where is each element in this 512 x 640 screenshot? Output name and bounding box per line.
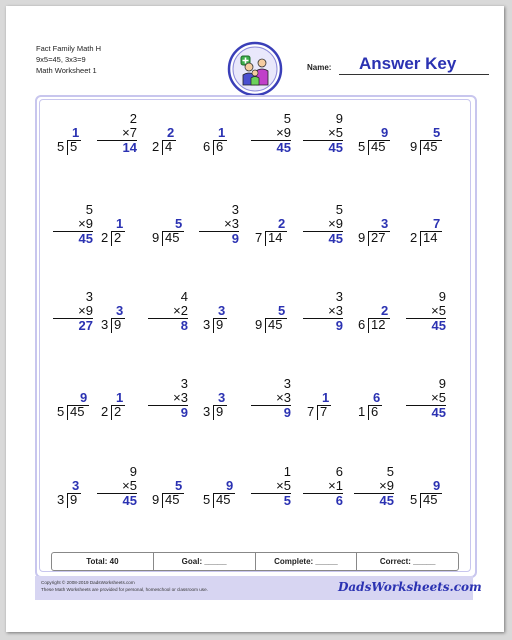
multiplication-problem <box>303 203 343 246</box>
factor-bottom: ×5 <box>122 478 137 493</box>
quotient-answer: 3 <box>72 478 80 493</box>
quotient-answer: 1 <box>322 390 330 405</box>
divisor: 9 <box>152 230 160 245</box>
product-answer: 45 <box>303 231 343 246</box>
divisor: 9 <box>152 492 160 507</box>
multiplication-problem <box>251 465 291 508</box>
divisor: 3 <box>57 492 65 507</box>
multiplication-problem <box>406 377 446 420</box>
quotient-answer: 1 <box>218 125 226 140</box>
factor-bottom: ×9 <box>276 125 291 140</box>
factor-top: 1 <box>283 464 291 479</box>
divisor: 3 <box>101 317 109 332</box>
divisor: 7 <box>307 404 315 419</box>
factor-top: 5 <box>85 202 93 217</box>
quotient-answer: 5 <box>175 216 183 231</box>
divisor: 2 <box>152 139 160 154</box>
quotient-answer: 1 <box>72 125 80 140</box>
multiplication-problem <box>199 203 239 246</box>
dividend: 45 <box>216 492 231 507</box>
product-answer: 27 <box>53 318 93 333</box>
dividend: 45 <box>371 139 386 154</box>
quotient-answer: 3 <box>218 303 226 318</box>
name-label: Name: <box>307 63 332 72</box>
dividend: 14 <box>423 230 438 245</box>
factor-bottom: ×9 <box>78 216 93 231</box>
factor-top: 9 <box>335 111 343 126</box>
multiplication-problem <box>406 290 446 333</box>
goal-cell[interactable]: Goal: _____ <box>153 553 255 570</box>
answer-key-title: Answer Key <box>359 54 457 73</box>
quotient-answer: 9 <box>381 125 389 140</box>
multiplication-problem <box>53 290 93 333</box>
divisor: 7 <box>255 230 263 245</box>
dividend: 45 <box>165 230 180 245</box>
factor-bottom: ×9 <box>379 478 394 493</box>
divisor: 5 <box>410 492 418 507</box>
dividend: 45 <box>423 492 438 507</box>
quotient-answer: 2 <box>278 216 286 231</box>
dividend: 12 <box>371 317 386 332</box>
factor-top: 4 <box>180 289 188 304</box>
factor-top: 3 <box>283 376 291 391</box>
divisor: 6 <box>358 317 366 332</box>
factor-bottom: ×7 <box>122 125 137 140</box>
divisor: 9 <box>358 230 366 245</box>
factor-top: 6 <box>335 464 343 479</box>
factor-top: 9 <box>438 289 446 304</box>
multiplication-problem <box>148 290 188 333</box>
factor-bottom: ×2 <box>173 303 188 318</box>
quotient-answer: 9 <box>433 478 441 493</box>
dividend: 27 <box>371 230 386 245</box>
copyright-line: Copyright © 2008-2019 DadsWorksheets.com <box>41 580 135 585</box>
multiplication-problem <box>148 377 188 420</box>
factor-bottom: ×3 <box>224 216 239 231</box>
factor-bottom: ×5 <box>276 478 291 493</box>
factor-bottom: ×5 <box>431 303 446 318</box>
product-answer: 9 <box>303 318 343 333</box>
quotient-answer: 1 <box>116 390 124 405</box>
multiplication-problem <box>303 465 343 508</box>
product-answer: 6 <box>303 493 343 508</box>
multiplication-problem <box>251 377 291 420</box>
factor-top: 9 <box>129 464 137 479</box>
divisor: 5 <box>57 139 65 154</box>
factor-top: 5 <box>386 464 394 479</box>
dividend: 45 <box>70 404 85 419</box>
multiplication-problem <box>251 112 291 155</box>
factor-bottom: ×1 <box>328 478 343 493</box>
product-answer: 8 <box>148 318 188 333</box>
multiplication-problem <box>97 465 137 508</box>
quotient-answer: 3 <box>218 390 226 405</box>
factor-top: 3 <box>335 289 343 304</box>
product-answer: 45 <box>406 405 446 420</box>
dividend: 4 <box>165 139 173 154</box>
complete-cell[interactable]: Complete: _____ <box>255 553 357 570</box>
factor-top: 5 <box>283 111 291 126</box>
divisor: 2 <box>101 230 109 245</box>
product-answer: 9 <box>199 231 239 246</box>
factor-bottom: ×5 <box>431 390 446 405</box>
factor-top: 3 <box>85 289 93 304</box>
multiplication-problem <box>354 465 394 508</box>
usage-line: These Math Worksheets are provided for personal, homeschool or classroom use. <box>41 586 208 592</box>
quotient-answer: 7 <box>433 216 441 231</box>
quotient-answer: 9 <box>226 478 234 493</box>
dividend: 6 <box>371 404 379 419</box>
factor-bottom: ×3 <box>173 390 188 405</box>
multiplication-problem <box>303 290 343 333</box>
divisor: 9 <box>410 139 418 154</box>
multiplication-problem <box>303 112 343 155</box>
quotient-answer: 5 <box>175 478 183 493</box>
dividend: 45 <box>268 317 283 332</box>
dividend: 45 <box>423 139 438 154</box>
factor-bottom: ×5 <box>328 125 343 140</box>
worksheet-subtitle: 9x5=45, 3x3=9 <box>36 55 86 64</box>
divisor: 3 <box>203 404 211 419</box>
divisor: 2 <box>410 230 418 245</box>
dividend: 14 <box>268 230 283 245</box>
factor-bottom: ×3 <box>276 390 291 405</box>
dividend: 45 <box>165 492 180 507</box>
factor-bottom: ×9 <box>78 303 93 318</box>
dividend: 5 <box>70 139 78 154</box>
dividend: 9 <box>216 404 224 419</box>
product-answer: 9 <box>251 405 291 420</box>
product-answer: 9 <box>148 405 188 420</box>
dividend: 9 <box>70 492 78 507</box>
quotient-answer: 2 <box>167 125 175 140</box>
copyright-text <box>41 580 208 593</box>
factor-bottom: ×3 <box>328 303 343 318</box>
quotient-answer: 3 <box>381 216 389 231</box>
divisor: 5 <box>203 492 211 507</box>
product-answer: 45 <box>251 140 291 155</box>
dividend: 2 <box>114 404 122 419</box>
product-answer: 45 <box>53 231 93 246</box>
correct-cell[interactable]: Correct: _____ <box>356 553 458 570</box>
factor-top: 2 <box>129 111 137 126</box>
factor-top: 9 <box>438 376 446 391</box>
multiplication-problem <box>53 203 93 246</box>
divisor: 3 <box>203 317 211 332</box>
score-footer <box>51 552 459 571</box>
quotient-answer: 9 <box>80 390 88 405</box>
quotient-answer: 3 <box>116 303 124 318</box>
product-answer: 45 <box>406 318 446 333</box>
factor-top: 3 <box>180 376 188 391</box>
quotient-answer: 6 <box>373 390 381 405</box>
divisor: 6 <box>203 139 211 154</box>
dividend: 2 <box>114 230 122 245</box>
product-answer: 45 <box>303 140 343 155</box>
divisor: 1 <box>358 404 366 419</box>
dividend: 7 <box>320 404 328 419</box>
divisor: 5 <box>358 139 366 154</box>
multiplication-problem <box>97 112 137 155</box>
divisor: 9 <box>255 317 263 332</box>
divisor: 2 <box>101 404 109 419</box>
worksheet-title: Fact Family Math H <box>36 44 102 53</box>
factor-bottom: ×9 <box>328 216 343 231</box>
worksheet-number: Math Worksheet 1 <box>36 66 97 75</box>
factor-top: 3 <box>231 202 239 217</box>
quotient-answer: 1 <box>116 216 124 231</box>
product-answer: 5 <box>251 493 291 508</box>
quotient-answer: 5 <box>278 303 286 318</box>
dividend: 6 <box>216 139 224 154</box>
product-answer: 45 <box>97 493 137 508</box>
divisor: 5 <box>57 404 65 419</box>
brand-logo[interactable]: DadsWorksheets.com <box>338 580 482 594</box>
total-cell: Total: 40 <box>86 557 119 566</box>
dividend: 9 <box>114 317 122 332</box>
factor-top: 5 <box>335 202 343 217</box>
quotient-answer: 2 <box>381 303 389 318</box>
dividend: 9 <box>216 317 224 332</box>
product-answer: 45 <box>354 493 394 508</box>
quotient-answer: 5 <box>433 125 441 140</box>
product-answer: 14 <box>97 140 137 155</box>
